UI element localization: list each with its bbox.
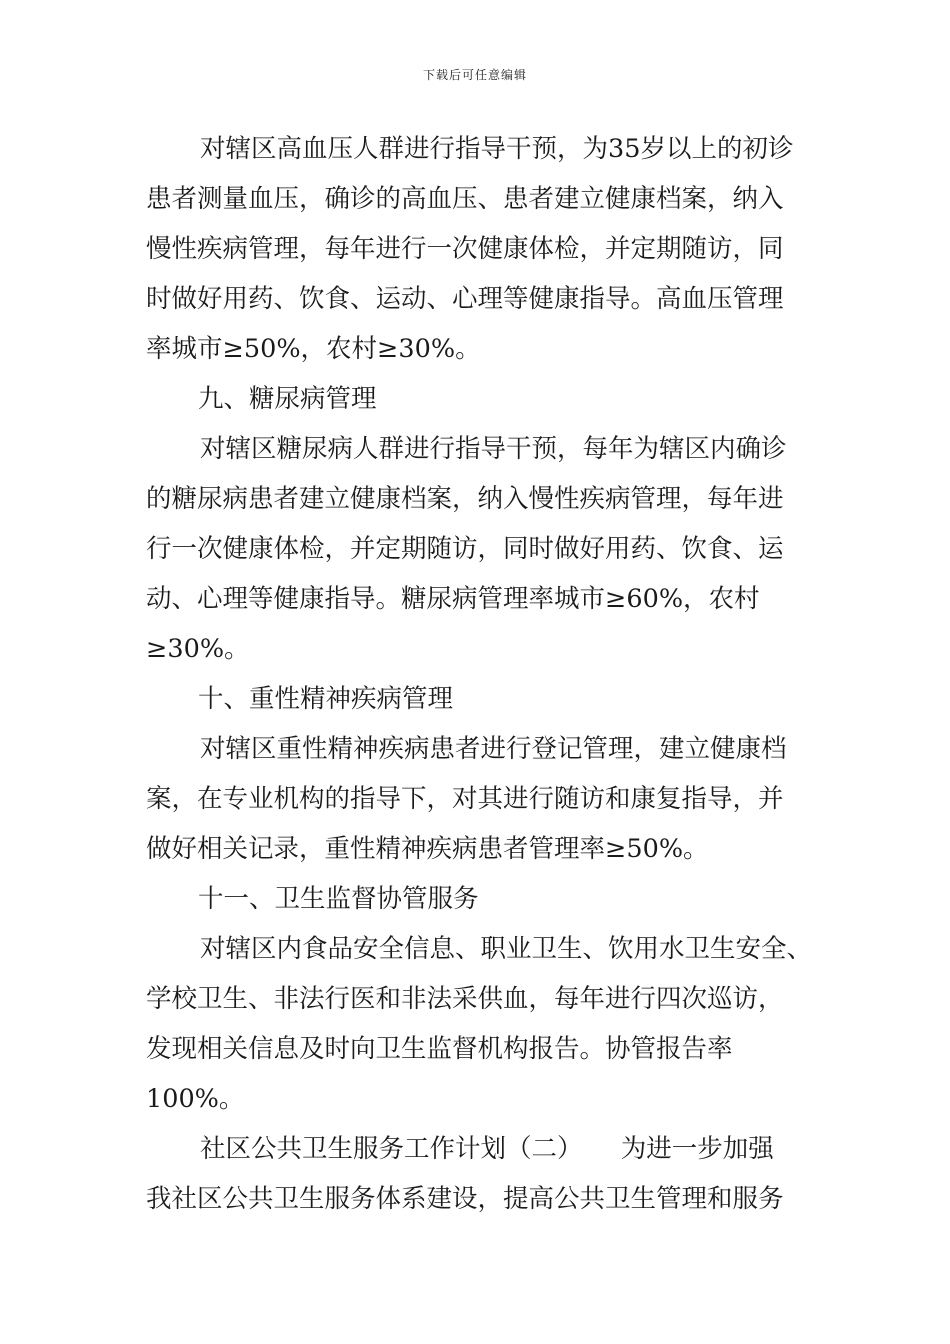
text-line: 的糖尿病患者建立健康档案，纳入慢性疾病管理，每年进 (146, 484, 784, 514)
text-line: 案，在专业机构的指导下，对其进行随访和康复指导，并 (146, 784, 784, 814)
text-line: 时做好用药、饮食、运动、心理等健康指导。高血压管理 (146, 284, 784, 314)
text-line: 对辖区糖尿病人群进行指导干预，每年为辖区内确诊 (200, 434, 787, 464)
text-line: 做好相关记录，重性精神疾病患者管理率≥50%。 (146, 834, 709, 864)
text-line: 社区公共卫生服务工作计划（二） 为进一步加强 (200, 1134, 774, 1164)
text-line: 慢性疾病管理，每年进行一次健康体检，并定期随访，同 (146, 234, 784, 264)
text-line: 率城市≥50%，农村≥30%。 (146, 334, 481, 364)
text-line: 对辖区重性精神疾病患者进行登记管理，建立健康档 (200, 734, 787, 764)
section-heading: 九、糖尿病管理 (198, 384, 377, 414)
text-line: 我社区公共卫生服务体系建设，提高公共卫生管理和服务 (146, 1184, 784, 1214)
text-line: 100%。 (146, 1084, 245, 1114)
text-line: 对辖区高血压人群进行指导干预，为35岁以上的初诊 (200, 134, 794, 164)
text-line: 动、心理等健康指导。糖尿病管理率城市≥60%，农村 (146, 584, 760, 614)
text-line: 学校卫生、非法行医和非法采供血，每年进行四次巡访， (146, 984, 784, 1014)
text-line: 行一次健康体检，并定期随访，同时做好用药、饮食、运 (146, 534, 784, 564)
page-header: 下载后可任意编辑 (422, 68, 527, 82)
section-heading: 十一、卫生监督协管服务 (198, 884, 479, 914)
text-line: 对辖区内食品安全信息、职业卫生、饮用水卫生安全、 (200, 934, 813, 964)
text-line: 患者测量血压，确诊的高血压、患者建立健康档案，纳入 (146, 184, 784, 214)
text-line: 发现相关信息及时向卫生监督机构报告。协管报告率 (146, 1034, 733, 1064)
section-heading: 十、重性精神疾病管理 (198, 684, 454, 714)
text-line: ≥30%。 (146, 634, 250, 664)
